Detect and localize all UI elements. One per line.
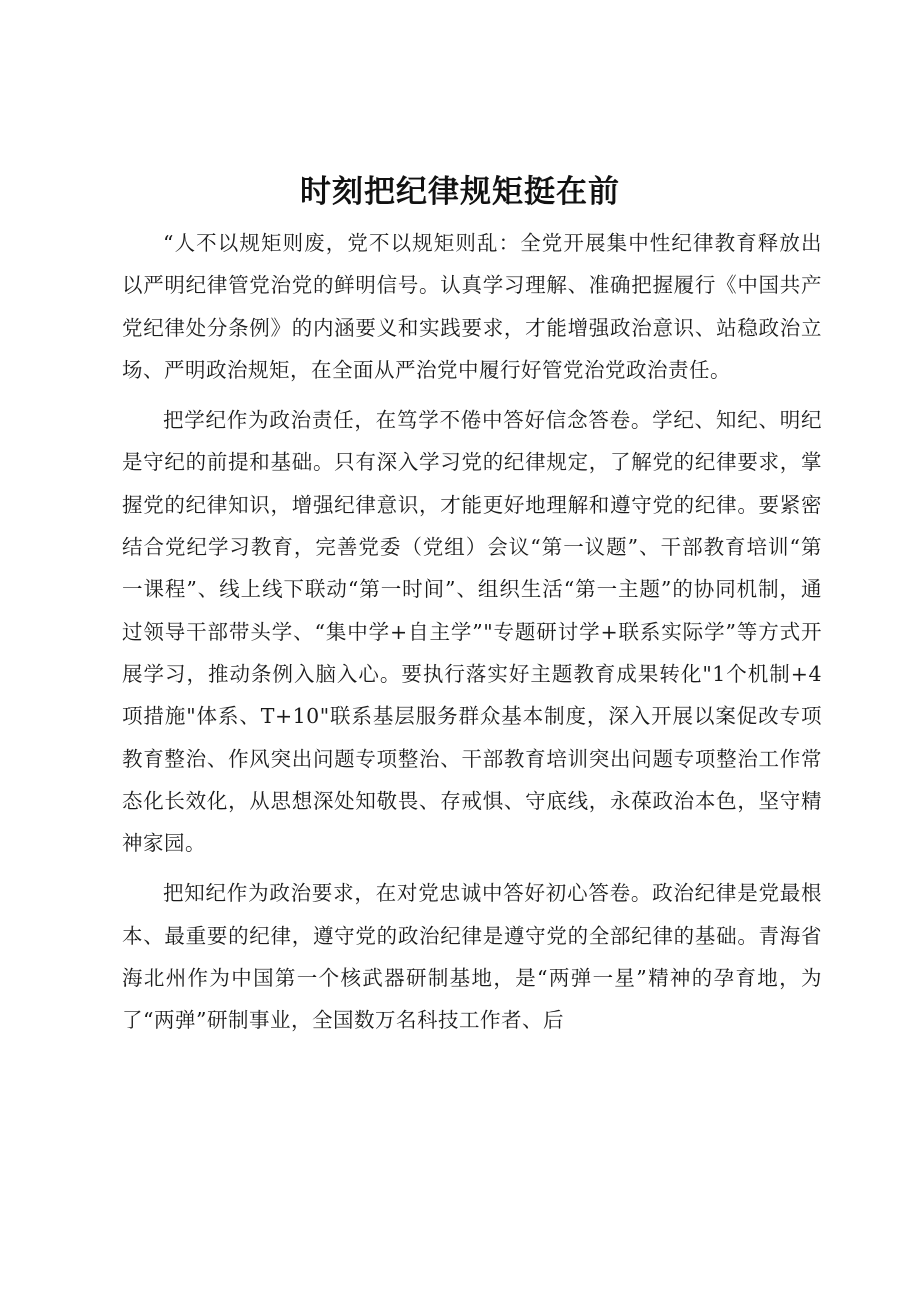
paragraph-3: 把知纪作为政治要求，在对党忠诚中答好初心答卷。政治纪律是党最根本、最重要的纪律，遵守党的政治纪律是遵守党的全部纪律的基础。青海省海北州作为中国第一个核武器研制基地，是“两弹一星”精神的孕育地，为了“两弹”研制事业，全国数万名科技工作者、后 <box>122 881 822 1033</box>
paragraph-2: 把学纪作为政治责任，在笃学不倦中答好信念答卷。学纪、知纪、明纪是守纪的前提和基础。只有深入学习党的纪律规定，了解党的纪律要求，掌握党的纪律知识，增强纪律意识，才能更好地理解和遵守党的纪律。要紧密结合党纪学习教育，完善党委（党组）会议“第一议题”、干部教育培训“第一课程”、线上线下联动“第一时间”、组织生活“第一主题”的协同机制，通过领导干部带头学、“集中学+自主学”"专题研讨学+联系实际学”等方式开展学习，推动条例入脑入心。要执行落实好主题教育成果转化"1个机制+4项措施"体系、T+10"联系基层服务群众基本制度，深入开展以案促改专项教育整治、作风突出问题专项整治、干部教育培训突出问题专项整治工作常态化长效化，从思想深处知敬畏、存戒惧、守底线，永葆政治本色，坚守精神家园。 <box>122 408 822 856</box>
document-body <box>122 222 822 1050</box>
document-title: 时刻把纪律规矩挺在前 <box>300 174 620 210</box>
paragraph-1: “人不以规矩则废，党不以规矩则乱：全党开展集中性纪律教育释放出以严明纪律管党治党的鲜明信号。认真学习理解、准确把握履行《中国共产党纪律处分条例》的内涵要义和实践要求，才能增强政治意识、站稳政治立场、严明政治规矩，在全面从严治党中履行好管党治党政治责任。 <box>122 231 822 382</box>
